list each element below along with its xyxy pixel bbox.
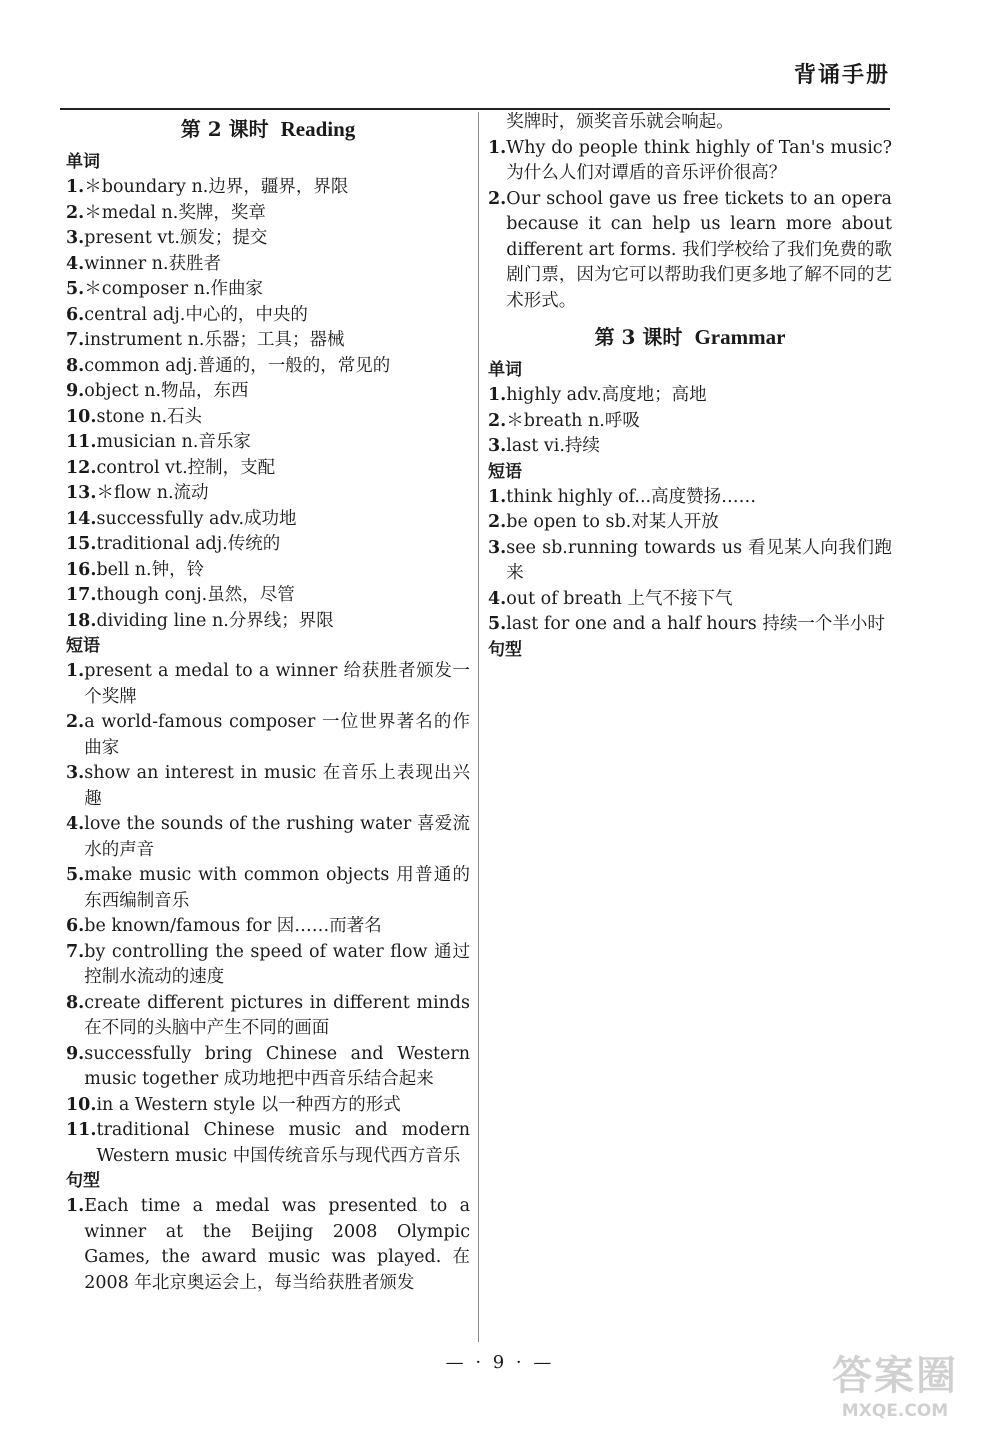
list-item (66, 710, 470, 761)
item-number: 1. (66, 177, 85, 197)
item-text: highly adv.高度地；高地 (506, 385, 707, 405)
item-text: in a Western style 以一种西方的形式 (96, 1094, 401, 1115)
item-text: though conj.虽然，尽管 (96, 585, 295, 605)
item-number: 4. (488, 588, 507, 609)
watermark (810, 1352, 980, 1430)
continuation-text: 奖牌时，颁奖音乐就会响起。 (506, 112, 734, 132)
right-column (488, 110, 892, 663)
item-number: 2. (488, 410, 507, 431)
item-number: 9. (66, 381, 85, 401)
list-item (66, 481, 470, 507)
list-item (66, 354, 470, 380)
list-item (66, 609, 470, 635)
item-number: 7. (66, 330, 85, 350)
right-words-list (488, 383, 892, 460)
item-text: present a medal to a winner 给获胜者颁发一个奖牌 (84, 661, 470, 707)
item-text: dividing line n.分界线；界限 (96, 610, 334, 631)
item-text: last for one and a half hours 持续一个半小时 (506, 614, 885, 634)
item-text: be known/famous for 因……而著名 (84, 916, 382, 936)
list-item (488, 612, 892, 638)
item-text: a world-famous composer 一位世界著名的作曲家 (84, 712, 470, 758)
list-item (488, 136, 892, 187)
item-number: 2. (488, 188, 507, 209)
right-phrases-list (488, 485, 892, 638)
words-heading: 单词 (488, 360, 522, 380)
item-number: 1. (66, 661, 85, 681)
item-number: 4. (66, 814, 85, 834)
list-item (488, 587, 892, 613)
item-text: present vt.颁发；提交 (84, 228, 268, 248)
left-column (66, 110, 470, 1296)
item-number: 3. (488, 436, 507, 456)
watermark-logo: 答案圈 (832, 1353, 958, 1399)
item-text: Why do people think highly of Tan's music? 为什么人们对谭盾的音乐评价很高？ (506, 137, 892, 183)
sentence-continuation (488, 110, 892, 136)
list-item (488, 536, 892, 587)
item-number: 1. (488, 137, 507, 158)
item-number: 5. (66, 279, 85, 299)
list-item (66, 863, 470, 914)
list-item (66, 1042, 470, 1093)
list-item (488, 434, 892, 460)
list-item (66, 940, 470, 991)
item-number: 12. (66, 457, 97, 478)
item-number: 4. (66, 253, 85, 274)
lesson-3-label-en: Grammar (694, 325, 786, 349)
item-number: 13. (66, 483, 97, 503)
item-number: 3. (66, 763, 85, 783)
item-number: 8. (66, 355, 85, 376)
list-item (66, 991, 470, 1042)
item-number: 11. (66, 432, 97, 452)
item-number: 18. (66, 610, 97, 631)
item-text: stone n.石头 (96, 406, 203, 427)
column-divider (478, 112, 479, 1342)
list-item (488, 383, 892, 409)
list-item (66, 1118, 470, 1169)
item-text: see sb.running towards us 看见某人向我们跑来 (506, 537, 892, 583)
item-number: 6. (66, 304, 85, 325)
item-number: 3. (488, 537, 507, 558)
item-text: control vt.控制，支配 (96, 457, 276, 478)
item-number: 2. (488, 512, 507, 532)
lesson-2-label-en: Reading (280, 117, 356, 141)
list-item (66, 456, 470, 482)
item-text: make music with common objects 用普通的东西编制音乐 (84, 865, 470, 911)
item-text: love the sounds of the rushing water 喜爱流水的声音 (84, 814, 470, 860)
item-text: central adj.中心的，中央的 (84, 304, 308, 325)
item-number: 5. (66, 865, 85, 885)
item-text: by controlling the speed of water flow 通过控制水流动的速度 (84, 941, 470, 987)
sentences-heading: 句型 (66, 1171, 100, 1191)
item-text: common adj.普通的，一般的，常见的 (84, 355, 391, 376)
list-item (66, 1093, 470, 1119)
left-words-list (66, 175, 470, 634)
item-number: 8. (66, 992, 85, 1013)
list-item (66, 252, 470, 278)
item-number: 3. (66, 228, 85, 248)
item-text: Our school gave us free tickets to an opera because it can help us learn more about different art forms. 我们学校给了我们免费的歌剧门票，因为它可以帮助我们更多地了解不同的艺术形式。 (506, 188, 892, 311)
item-text: ＊breath n.呼吸 (506, 410, 640, 431)
item-number: 5. (488, 614, 507, 634)
list-item (66, 405, 470, 431)
item-text: ＊boundary n.边界，疆界，界限 (84, 177, 349, 197)
item-number: 11. (66, 1120, 97, 1140)
list-item (66, 201, 470, 227)
page-number: — · 9 · — (445, 1352, 555, 1373)
item-text: ＊flow n.流动 (96, 483, 209, 503)
left-sentences-list (66, 1194, 470, 1296)
item-text: instrument n.乐器；工具；器械 (84, 330, 345, 350)
handbook-title: 背诵手册 (793, 63, 890, 88)
list-item (66, 532, 470, 558)
item-number: 17. (66, 585, 97, 605)
list-item (488, 510, 892, 536)
item-number: 1. (488, 486, 507, 507)
item-number: 10. (66, 406, 97, 427)
item-text: show an interest in music 在音乐上表现出兴趣 (84, 763, 470, 809)
lesson-2-title (66, 114, 470, 144)
item-text: last vi.持续 (506, 436, 600, 456)
item-number: 14. (66, 508, 97, 529)
phrases-heading: 短语 (488, 461, 522, 482)
lesson-3-label: 第 3 课时 (594, 325, 683, 349)
item-number: 10. (66, 1094, 97, 1115)
item-text: think highly of...高度赞扬…… (506, 486, 757, 507)
list-item (66, 812, 470, 863)
item-text: successfully adv.成功地 (96, 508, 297, 529)
item-text: ＊composer n.作曲家 (84, 279, 264, 299)
sentences-heading: 句型 (488, 639, 522, 660)
item-number: 7. (66, 941, 85, 962)
list-item (66, 583, 470, 609)
item-text: be open to sb.对某人开放 (506, 512, 719, 532)
item-text: musician n.音乐家 (96, 432, 251, 452)
item-text: bell n.钟，铃 (96, 559, 205, 580)
list-item (66, 430, 470, 456)
item-text: winner n.获胜者 (84, 253, 222, 274)
phrases-heading: 短语 (66, 636, 100, 656)
list-item (66, 226, 470, 252)
item-number: 15. (66, 534, 97, 554)
item-text: ＊medal n.奖牌，奖章 (84, 202, 266, 223)
item-number: 2. (66, 202, 85, 223)
words-heading: 单词 (66, 152, 100, 172)
item-number: 1. (66, 1196, 85, 1216)
list-item (488, 485, 892, 511)
item-number: 2. (66, 712, 85, 732)
item-number: 16. (66, 559, 97, 580)
lesson-2-label: 第 2 课时 (180, 117, 269, 141)
list-item (66, 914, 470, 940)
list-item (66, 303, 470, 329)
item-text: Each time a medal was presented to a winner at the Beijing 2008 Olympic Games, the award music was played. 在 2008 年北京奥运会上，每当给获胜者颁发 (84, 1196, 470, 1293)
list-item (66, 659, 470, 710)
item-number: 9. (66, 1043, 85, 1064)
watermark-url: MXQE.COM (841, 1401, 949, 1421)
right-sentences-list (488, 136, 892, 315)
item-text: out of breath 上气不接下气 (506, 588, 733, 609)
item-number: 6. (66, 916, 85, 936)
list-item (66, 277, 470, 303)
item-number: 1. (488, 385, 507, 405)
list-item (66, 379, 470, 405)
list-item (66, 328, 470, 354)
list-item (66, 507, 470, 533)
list-item (66, 175, 470, 201)
left-phrases-list (66, 659, 470, 1169)
item-text: traditional Chinese music and modern Western music 中国传统音乐与现代西方音乐 (96, 1120, 470, 1166)
list-item (66, 558, 470, 584)
list-item (488, 187, 892, 315)
item-text: traditional adj.传统的 (96, 534, 281, 554)
list-item (488, 409, 892, 435)
list-item (66, 1194, 470, 1296)
item-text: create different pictures in different minds 在不同的头脑中产生不同的画面 (84, 992, 470, 1038)
item-text: successfully bring Chinese and Western music together 成功地把中西音乐结合起来 (84, 1043, 470, 1089)
item-text: object n.物品，东西 (84, 381, 249, 401)
lesson-3-title (488, 322, 892, 352)
list-item (66, 761, 470, 812)
